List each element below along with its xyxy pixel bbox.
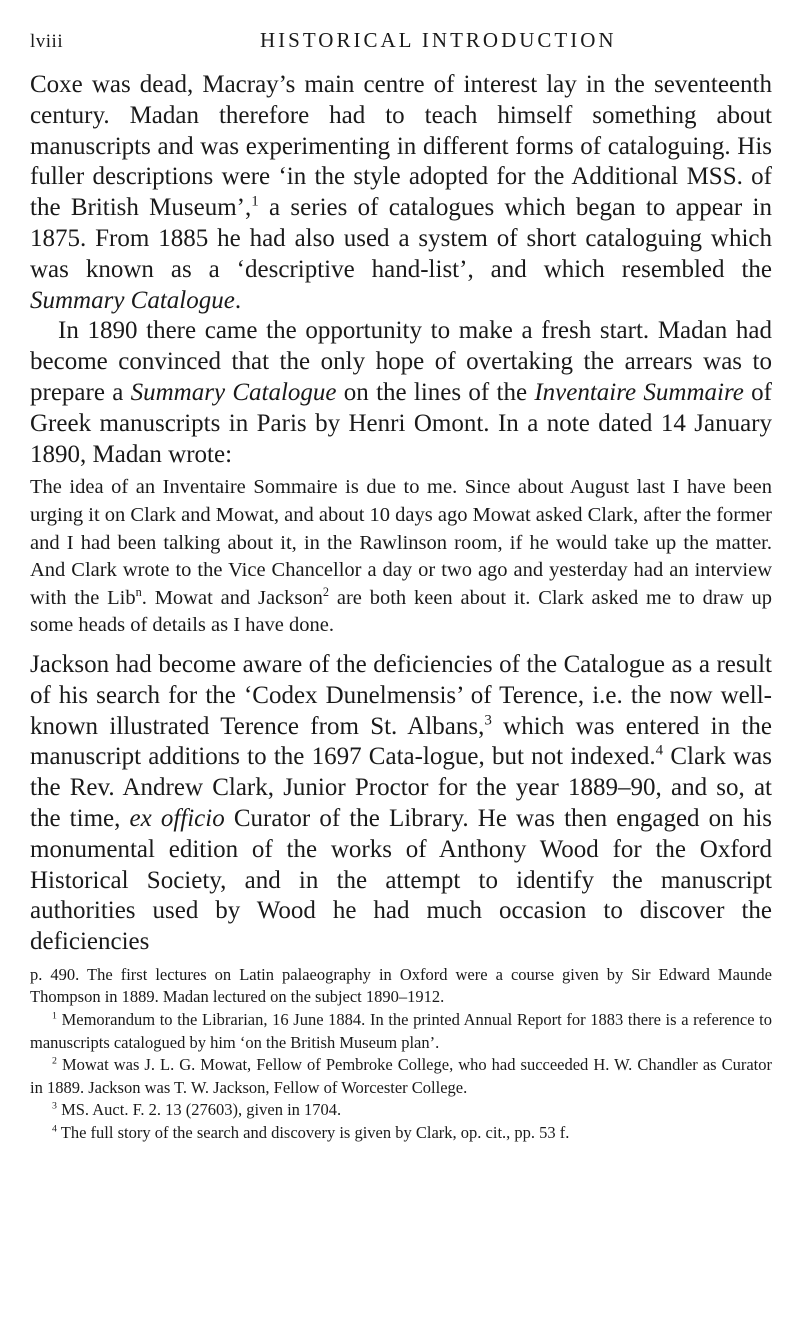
footnote-ref-4: 4 [655, 742, 664, 759]
main-text-continued [30, 650, 772, 958]
running-head: HISTORICAL INTRODUCTION [260, 28, 617, 52]
paragraph-1: Coxe was dead, Macray’s main centre of interest lay in the seventeenth century. Madan therefore had to teach himself something about manuscripts and was experimenting in different forms of cataloguing. His fuller descriptions were ‘in the style adopted for the Additional MSS. of the British Museum’,$^1$ a series of catalogues which began to appear in 1875. From 1885 he had also used a system of short cataloguing which was known as a ‘descriptive hand-list’, and which resembled the Summary Catalogue. [30, 71, 772, 314]
italic-title: Inventaire Summaire [534, 378, 744, 406]
footnote-4: $^4$ The full story of the search and discovery is given by Clark, op. cit., pp. 53 f. [52, 1123, 570, 1143]
footnote-ref-3: 3 [484, 712, 492, 729]
footnote-ref-1: 1 [251, 193, 259, 210]
italic-phrase: ex officio [129, 804, 225, 832]
page-number: lviii [30, 31, 64, 52]
paragraph-2: In 1890 there came the opportunity to make a fresh start. Madan had become convinced that the only hope of overtaking the arrears was to prepare a Summary Catalogue on the lines of the Inventaire Summaire of Greek manuscripts in Paris by Henri Omont. In a note dated 14 January 1890, Madan wrote: [30, 317, 772, 468]
paragraph-3: Jackson had become aware of the deficiencies of the Catalogue as a result of his search for the ‘Codex Dunelmensis’ of Terence, i.e. the now well-known illustrated Terence from St. Albans,$^3$ which was entered in the manuscript additions to the 1697 Cata-logue, but not indexed.$^4$ Clark was the Rev. Andrew Clark, Junior Proctor for the year 1889–90, and so, at the time, ex officio Curator of the Library. He was then engaged on his monumental edition of the works of Anthony Wood for the Oxford Historical Society, and in the attempt to identify the manuscript authorities used by Wood he had much occasion to discover the deficiencies [30, 650, 773, 956]
italic-title: Summary Catalogue [130, 378, 337, 406]
page-header [30, 28, 772, 62]
footnote-1: $^1$ Memorandum to the Librarian, 16 June 1884. In the printed Annual Report for 1883 there is a reference to manuscripts catalogued by him ‘on the British Museum plan’. [30, 1010, 772, 1052]
footnote-2: $^2$ Mowat was J. L. G. Mowat, Fellow of Pembroke College, who had succeeded H. W. Chandler as Curator in 1889. Jackson was T. W. Jackson, Fellow of Worcester College. [30, 1055, 772, 1097]
main-text [30, 70, 772, 470]
block-quote: The idea of an Inventaire Sommaire is due to me. Since about August last I have been urging it on Clark and Mowat, and about 10 days ago Mowat asked Clark, after the former and I had been talking about it, in the Rawlinson room, if he would take up the matter. And Clark wrote to the Vice Chancellor a day or two ago and yesterday had an interview with the Lib$^n$. Mowat and Jackson$^2$ are both keen about it. Clark asked me to draw up some heads of details as I have done. [30, 476, 772, 637]
italic-title: Summary Catalogue [30, 286, 235, 314]
footnote-continuation: p. 490. The first lectures on Latin palaeography in Oxford were a course given by Sir Edward Maunde Thompson in 1889. Madan lectured on the subject 1890–1912. [30, 964, 772, 1007]
superscript-n: n [135, 584, 142, 599]
footnotes [30, 964, 772, 1145]
footnote-ref-2: 2 [322, 584, 330, 599]
footnote-3: $^3$ MS. Auct. F. 2. 13 (27603), given in 1704. [52, 1100, 342, 1120]
